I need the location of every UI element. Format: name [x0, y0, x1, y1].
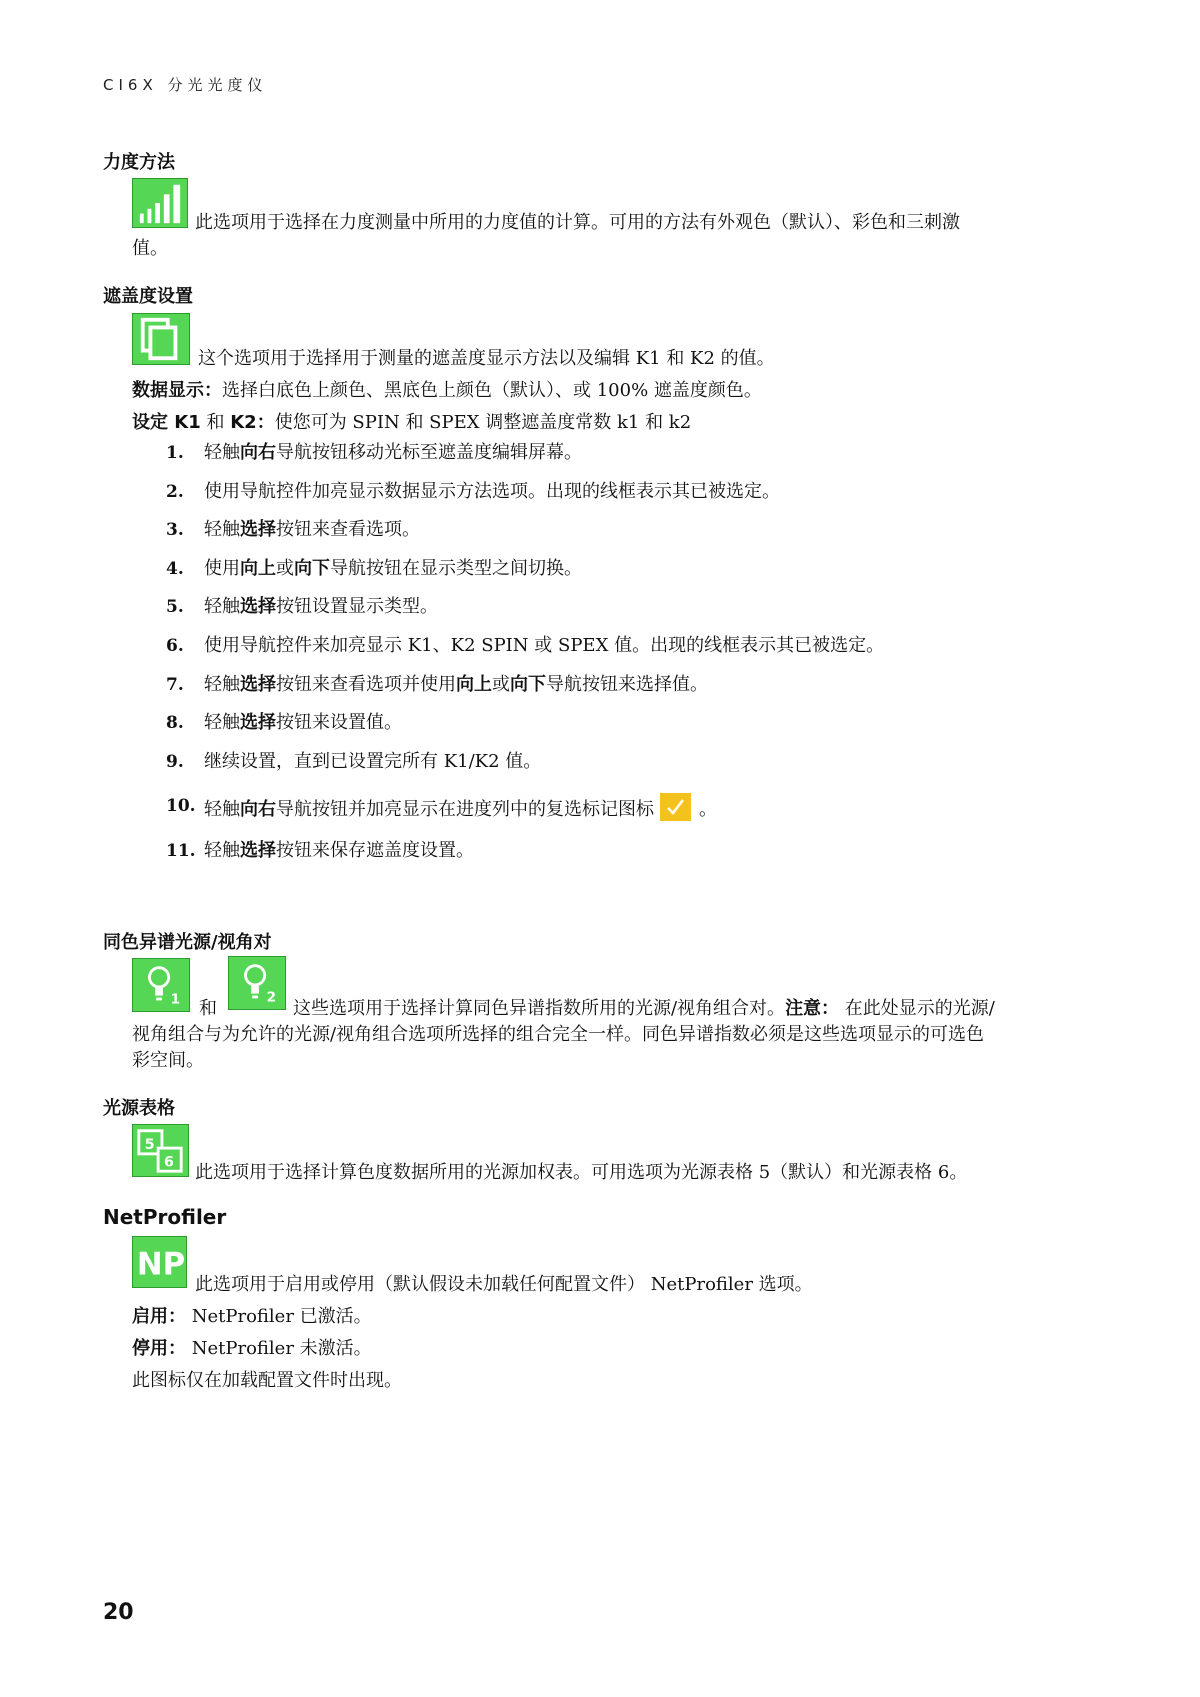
step-number: 6.	[166, 635, 184, 656]
set-label-colon: ：	[256, 412, 275, 433]
strength-text-line1: 此选项用于选择在力度测量中所用的力度值的计算。可用的方法有外观色（默认）、彩色和三刺激	[195, 212, 960, 233]
step-keyword: 向下	[510, 673, 546, 695]
step-text: 导航按钮来选择值。	[546, 673, 708, 695]
section-title-metamerism: 同色异谱光源/视角对	[103, 932, 272, 953]
page-number: 20	[103, 1600, 134, 1625]
strength-text-line2: 值。	[132, 238, 168, 259]
step-text: 继续设置，直到已设置完所有 K1/K2 值。	[204, 750, 542, 772]
set-label-and: 和	[200, 412, 231, 433]
step-number: 3.	[166, 520, 184, 541]
netprofiler-disable	[132, 1336, 372, 1362]
enable-text: NetProfiler 已激活。	[186, 1306, 372, 1327]
section-title-netprofiler: NetProfiler	[103, 1205, 227, 1229]
svg-text:1: 1	[170, 991, 181, 1008]
metamerism-line2: 视角组合与为允许的光源/视角组合选项所选择的组合完全一样。同色异谱指数必须是这些选项显示的可选色	[132, 1024, 985, 1045]
step-keyword: 向上	[240, 557, 276, 579]
metamerism-line1	[293, 996, 995, 1022]
step-number: 9.	[166, 751, 184, 772]
disable-text: NetProfiler 未激活。	[186, 1338, 372, 1359]
step-text: 轻触	[204, 799, 240, 821]
step-item	[166, 440, 1066, 479]
step-text: 按钮设置显示类型。	[276, 596, 438, 618]
netprofiler-intro: 此选项用于启用或停用（默认假设未加载任何配置文件） NetProfiler 选项。	[195, 1274, 813, 1295]
step-item	[166, 517, 1066, 556]
step-keyword: 向上	[456, 673, 492, 695]
step-number: 10.	[166, 796, 196, 817]
svg-text:2: 2	[266, 989, 277, 1006]
step-number: 7.	[166, 674, 184, 695]
step-number: 5.	[166, 597, 184, 618]
step-text: 按钮来设置值。	[276, 712, 402, 734]
illuminant-2-icon	[228, 956, 286, 1010]
netprofiler-enable	[132, 1304, 372, 1330]
netprofiler-icon-text: NP	[136, 1246, 186, 1283]
step-keyword: 选择	[240, 519, 276, 541]
step-text: 。	[699, 799, 717, 821]
opacity-pages-icon	[132, 313, 190, 365]
illuminant-1-icon	[132, 958, 190, 1012]
step-item	[166, 633, 1066, 672]
step-keyword: 选择	[240, 596, 276, 618]
step-text: 使用	[204, 557, 240, 579]
section-title-strength: 力度方法	[103, 152, 175, 173]
set-k1-k2-paragraph	[132, 410, 691, 436]
set-label-prefix: 设定	[132, 412, 175, 433]
step-text: 或	[492, 673, 510, 695]
step-keyword: 向右	[240, 442, 276, 463]
step-item	[166, 556, 1066, 595]
opacity-intro: 这个选项用于选择用于测量的遮盖度显示方法以及编辑 K1 和 K2 的值。	[198, 348, 775, 369]
step-item	[166, 787, 1066, 838]
step-item	[166, 749, 1066, 788]
step-number: 11.	[166, 841, 196, 862]
step-keyword: 选择	[240, 840, 276, 862]
data-display-paragraph	[132, 378, 762, 404]
set-label-k1: K1	[174, 412, 201, 433]
section-title-illuminant-table: 光源表格	[103, 1098, 175, 1119]
step-item	[166, 479, 1066, 518]
step-text: 轻触	[204, 673, 240, 695]
step-text: 按钮来保存遮盖度设置。	[276, 840, 474, 862]
step-text: 使用导航控件来加亮显示 K1、K2 SPIN 或 SPEX 值。出现的线框表示其已被选定。	[204, 634, 885, 656]
running-header: CI6X 分光光度仪	[103, 76, 268, 94]
step-text: 或	[276, 557, 294, 579]
illuminant-table-text: 此选项用于选择计算色度数据所用的光源加权表。可用选项为光源表格 5（默认）和光源表格 6。	[195, 1162, 968, 1183]
metamerism-note-label: 注意：	[785, 998, 840, 1019]
section-title-opacity: 遮盖度设置	[103, 286, 193, 307]
step-number: 1.	[166, 443, 184, 463]
step-text: 轻触	[204, 712, 240, 734]
step-text: 轻触	[204, 596, 240, 618]
metamerism-line3: 彩空间。	[132, 1050, 204, 1071]
step-number: 4.	[166, 558, 184, 579]
metamerism-and: 和	[199, 998, 217, 1019]
step-keyword: 向右	[240, 799, 276, 821]
step-item	[166, 672, 1066, 711]
step-text: 轻触	[204, 442, 240, 463]
step-text: 轻触	[204, 840, 240, 862]
metamerism-text: 在此处显示的光源/	[839, 998, 995, 1019]
step-item	[166, 594, 1066, 633]
step-keyword: 选择	[240, 712, 276, 734]
step-item	[166, 710, 1066, 749]
svg-text:6: 6	[163, 1154, 174, 1171]
step-text: 导航按钮并加亮显示在进度列中的复选标记图标	[276, 799, 654, 821]
enable-label: 启用：	[132, 1306, 186, 1327]
checkmark-icon	[660, 793, 691, 821]
svg-text:5: 5	[144, 1137, 155, 1154]
illuminant-table-icon	[132, 1124, 189, 1177]
data-display-label: 数据显示：	[132, 380, 222, 401]
netprofiler-icon	[132, 1236, 187, 1288]
step-keyword: 选择	[240, 673, 276, 695]
step-text: 按钮来查看选项并使用	[276, 673, 456, 695]
step-number: 8.	[166, 713, 184, 734]
data-display-text: 选择白底色上颜色、黑底色上颜色（默认）、或 100% 遮盖度颜色。	[222, 380, 762, 401]
step-text: 导航按钮在显示类型之间切换。	[330, 557, 582, 579]
step-text: 轻触	[204, 519, 240, 541]
set-text: 使您可为 SPIN 和 SPEX 调整遮盖度常数 k1 和 k2	[274, 412, 692, 433]
disable-label: 停用：	[132, 1338, 186, 1359]
step-number: 2.	[166, 481, 184, 502]
step-text: 使用导航控件加亮显示数据显示方法选项。出现的线框表示其已被选定。	[204, 480, 780, 502]
step-item	[166, 838, 1066, 877]
metamerism-text: 这些选项用于选择计算同色异谱指数所用的光源/视角组合对。	[293, 998, 786, 1019]
set-label-k2: K2	[230, 412, 257, 433]
step-text: 按钮来查看选项。	[276, 519, 420, 541]
strength-bars-icon	[132, 178, 188, 228]
step-text: 导航按钮移动光标至遮盖度编辑屏幕。	[276, 442, 582, 463]
step-keyword: 向下	[294, 557, 330, 579]
opacity-steps-list	[166, 440, 1066, 877]
netprofiler-note: 此图标仅在加载配置文件时出现。	[132, 1370, 402, 1391]
